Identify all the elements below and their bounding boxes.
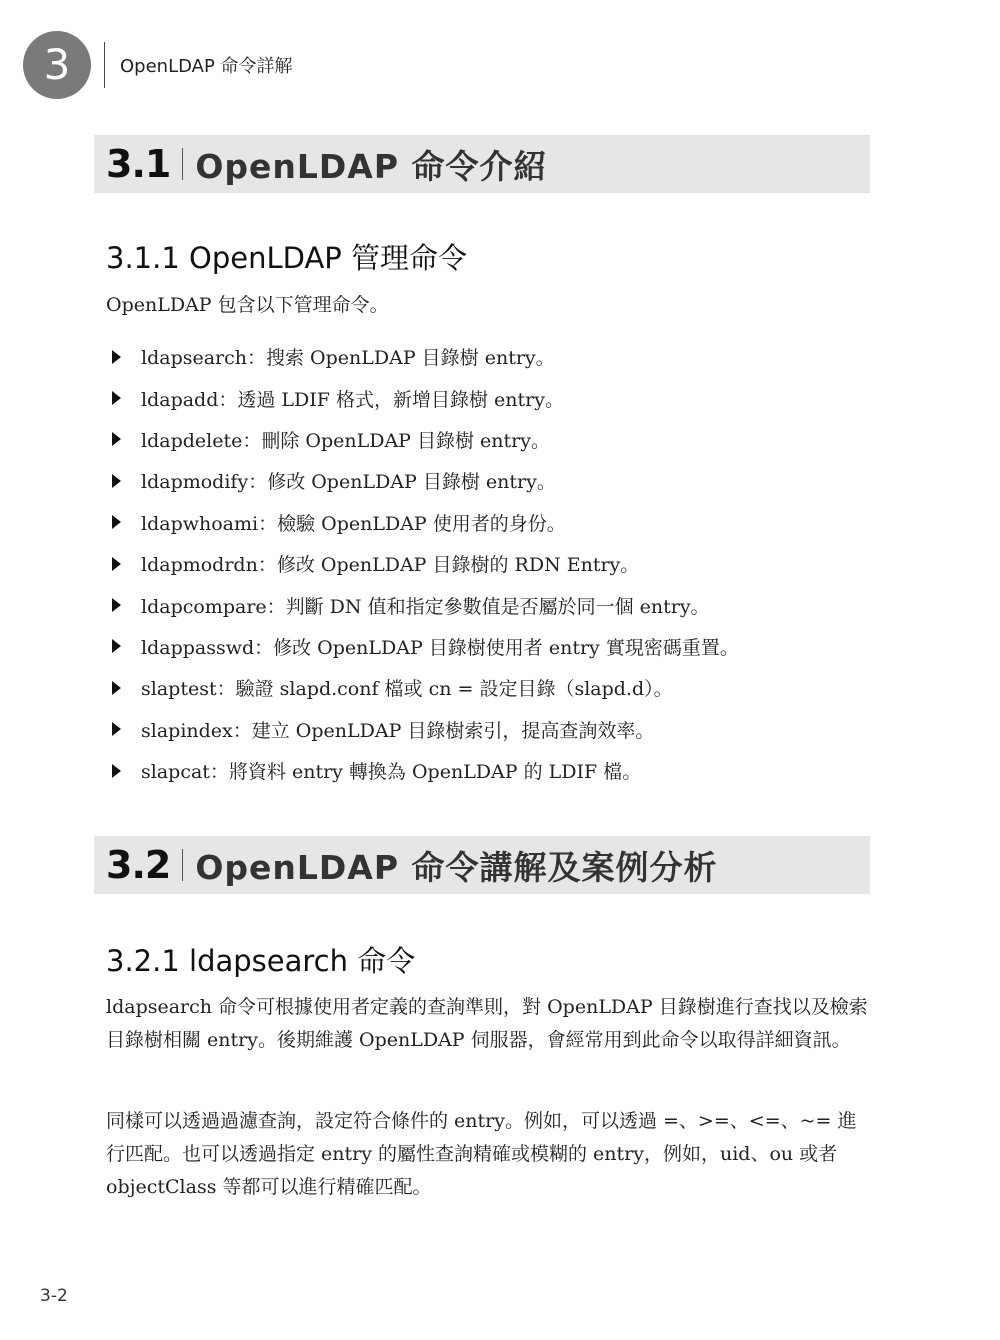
section-heading-3-2: [94, 836, 870, 894]
list-item-text: ldapmodify：修改 OpenLDAP 目錄樹 entry。: [141, 471, 556, 494]
triangle-bullet-icon: [112, 598, 121, 612]
list-item-text: slaptest：驗證 slapd.conf 檔或 cn = 設定目錄（slapd.d）。: [141, 678, 673, 701]
triangle-bullet-icon: [112, 474, 121, 488]
list-item-text: ldapmodrdn：修改 OpenLDAP 目錄樹的 RDN Entry。: [141, 554, 640, 577]
list-item-text: ldapadd：透過 LDIF 格式，新增目錄樹 entry。: [141, 388, 564, 411]
subsection-heading-3-1-1: 3.1.1 OpenLDAP 管理命令: [106, 241, 467, 275]
running-header: OpenLDAP 命令詳解: [120, 56, 293, 77]
chapter-badge: 3: [23, 31, 91, 99]
list-item-text: ldapsearch：搜索 OpenLDAP 目錄樹 entry。: [141, 347, 555, 370]
list-item: [112, 667, 739, 708]
list-item-text: slapcat：將資料 entry 轉換為 OpenLDAP 的 LDIF 檔。: [141, 761, 642, 784]
list-item: [112, 502, 739, 543]
list-item-text: ldappasswd：修改 OpenLDAP 目錄樹使用者 entry 實現密碼重置。: [141, 636, 739, 659]
list-item: [112, 584, 739, 625]
list-item: [112, 626, 739, 667]
list-item: [112, 460, 739, 501]
list-item-text: slapindex：建立 OpenLDAP 目錄樹索引，提高查詢效率。: [141, 719, 655, 742]
section-divider: [182, 849, 183, 881]
list-item: [112, 377, 739, 418]
list-item: [112, 543, 739, 584]
list-item: [112, 419, 739, 460]
section-number: 3.1: [106, 142, 171, 186]
list-item: [112, 709, 739, 750]
section-number: 3.2: [106, 843, 171, 887]
section-divider: [182, 148, 183, 180]
triangle-bullet-icon: [112, 639, 121, 653]
triangle-bullet-icon: [112, 722, 121, 736]
body-paragraph: 同樣可以透過過濾查詢，設定符合條件的 entry。例如，可以透過 =、>=、<=、~= 進行匹配。也可以透過指定 entry 的屬性查詢精確或模糊的 entry，例如，uid、ou 或者 objectClass 等都可以進行精確匹配。: [106, 1110, 857, 1198]
header-divider: [104, 42, 105, 88]
list-item: [112, 336, 739, 377]
list-item: [112, 750, 739, 791]
triangle-bullet-icon: [112, 432, 121, 446]
command-list: [112, 336, 739, 791]
triangle-bullet-icon: [112, 350, 121, 364]
triangle-bullet-icon: [112, 515, 121, 529]
triangle-bullet-icon: [112, 681, 121, 695]
section-title: OpenLDAP 命令講解及案例分析: [195, 847, 718, 887]
intro-paragraph: OpenLDAP 包含以下管理命令。: [106, 294, 389, 316]
list-item-text: ldapcompare：判斷 DN 值和指定參數值是否屬於同一個 entry。: [141, 595, 710, 618]
triangle-bullet-icon: [112, 391, 121, 405]
section-heading-3-1: [94, 135, 870, 193]
triangle-bullet-icon: [112, 557, 121, 571]
section-title: OpenLDAP 命令介紹: [195, 146, 548, 186]
body-paragraph: ldapsearch 命令可根據使用者定義的查詢準則，對 OpenLDAP 目錄樹進行查找以及檢索目錄樹相關 entry。後期維護 OpenLDAP 伺服器，會經常用到此命令以取得詳細資訊。: [106, 996, 868, 1051]
list-item-text: ldapwhoami：檢驗 OpenLDAP 使用者的身份。: [141, 512, 566, 535]
subsection-heading-3-2-1: 3.2.1 ldapsearch 命令: [106, 944, 416, 978]
list-item-text: ldapdelete：刪除 OpenLDAP 目錄樹 entry。: [141, 429, 550, 452]
triangle-bullet-icon: [112, 764, 121, 778]
page-number: 3-2: [40, 1286, 68, 1306]
